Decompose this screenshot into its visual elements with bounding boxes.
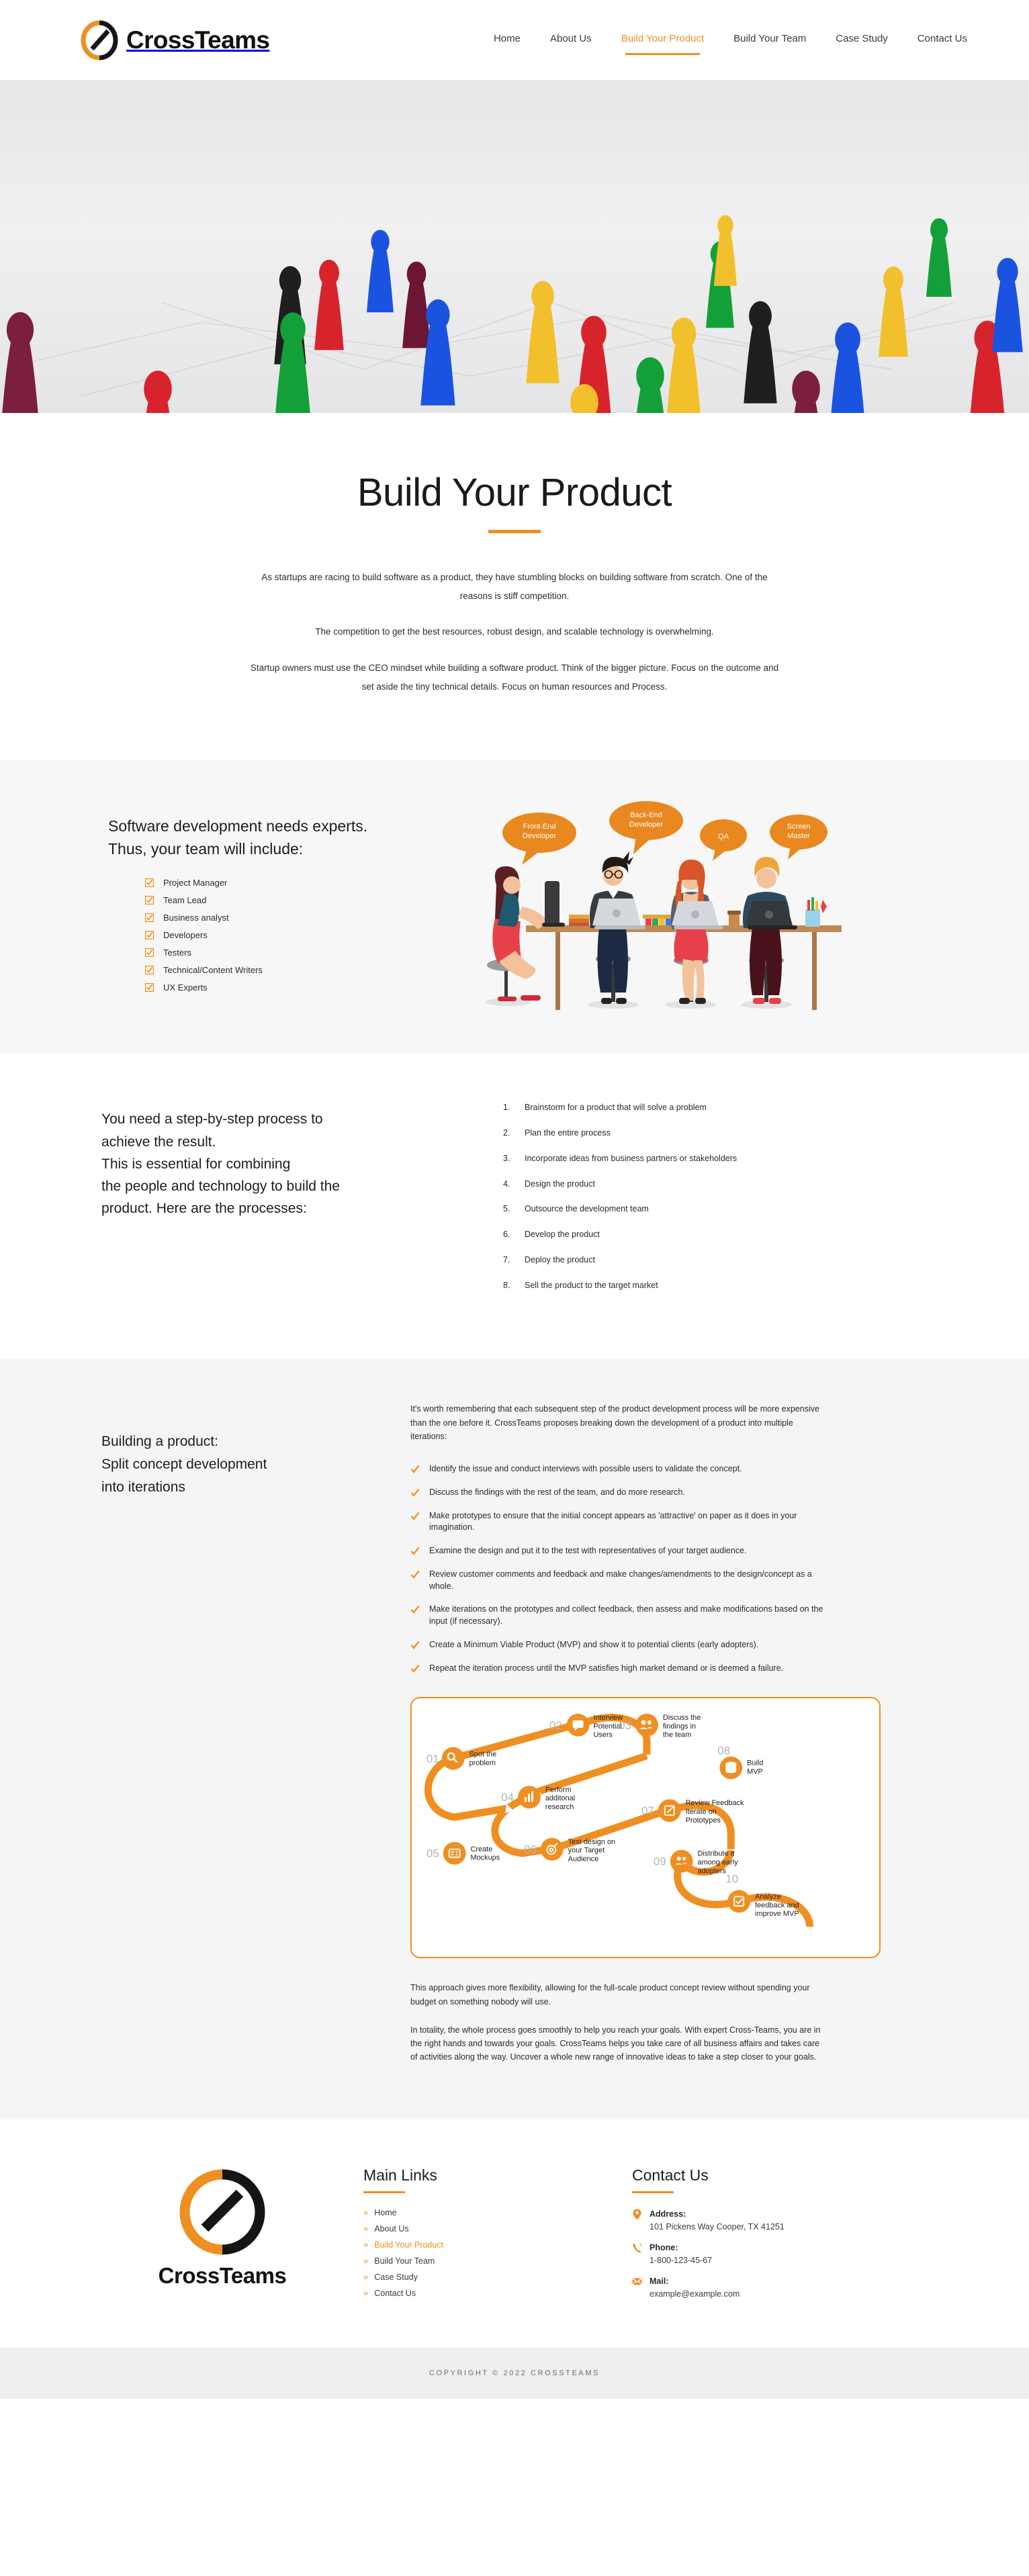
iterations-heading-line-1: Building a product: xyxy=(101,1434,218,1450)
flow-node-08 xyxy=(717,1745,763,1780)
svg-text:Developer: Developer xyxy=(522,832,557,841)
team-text-column xyxy=(81,800,457,1000)
checklist-text: Repeat the iteration process until the MVP satisfies high market demand or is deemed a failure. xyxy=(429,1663,784,1673)
intro-paragraphs xyxy=(0,568,1029,696)
list-item: Deploy the product xyxy=(525,1254,595,1264)
check-icon xyxy=(410,1512,420,1521)
check-icon xyxy=(410,1488,420,1498)
list-item: Brainstorm for a product that will solve a problem xyxy=(525,1103,707,1113)
process-heading-line-4: the people and technology to build the xyxy=(101,1178,340,1194)
nav-item-about-us[interactable]: About Us xyxy=(549,33,592,44)
svg-text:MVP: MVP xyxy=(747,1767,763,1776)
list-item xyxy=(632,2242,901,2265)
svg-text:problem: problem xyxy=(469,1759,496,1767)
checkbox-checked-icon xyxy=(145,913,154,922)
checklist-text: Create a Minimum Viable Product (MVP) and show it to potential clients (early adopters). xyxy=(429,1639,759,1649)
role-label: Technical/Content Writers xyxy=(163,965,263,976)
check-icon xyxy=(410,1641,420,1650)
process-heading-line-1: You need a step-by-step process to xyxy=(101,1111,323,1128)
svg-text:01: 01 xyxy=(426,1752,439,1765)
chevron-right-icon: » xyxy=(363,2256,369,2266)
iterations-content-column xyxy=(404,1402,948,2078)
chevron-right-icon: » xyxy=(363,2207,369,2218)
role-label: Project Manager xyxy=(163,878,228,888)
process-flow-diagram xyxy=(410,1697,881,1958)
bubble-label-back-end: Back-End xyxy=(630,811,662,820)
crossteams-logo-icon xyxy=(175,2165,269,2259)
role-label: UX Experts xyxy=(163,982,208,993)
role-label: Testers xyxy=(163,948,191,958)
svg-text:improve MVP: improve MVP xyxy=(755,1910,799,1919)
svg-text:feedback and: feedback and xyxy=(755,1901,799,1910)
footer-main-links-title: Main Links xyxy=(363,2166,437,2184)
footer-contact-title: Contact Us xyxy=(632,2166,709,2184)
footer-title-underline xyxy=(632,2191,674,2193)
checkbox-checked-icon xyxy=(145,896,154,905)
svg-text:Master: Master xyxy=(787,832,810,841)
iterations-heading-column xyxy=(81,1402,404,1499)
list-item xyxy=(632,2208,901,2232)
check-icon xyxy=(410,1465,420,1474)
crossteams-logo-icon xyxy=(81,19,118,61)
list-item: Outsource the development team xyxy=(525,1204,649,1214)
process-steps-list xyxy=(498,1101,948,1291)
svg-text:Potential: Potential xyxy=(593,1722,622,1731)
list-item xyxy=(363,2240,632,2250)
list-item xyxy=(410,1604,827,1628)
svg-text:Discuss the: Discuss the xyxy=(662,1714,701,1722)
checklist-text: Make prototypes to ensure that the initial concept appears as 'attractive' on paper as it does in your imagination. xyxy=(429,1510,797,1532)
list-item xyxy=(145,982,457,993)
list-item xyxy=(145,948,457,958)
footer-links-list xyxy=(363,2208,632,2298)
mail-icon xyxy=(632,2276,642,2287)
contact-value-mail: example@example.com xyxy=(650,2289,740,2299)
list-item xyxy=(363,2272,632,2282)
checklist-text: Discuss the findings with the rest of the team, and do more research. xyxy=(429,1487,685,1497)
check-icon xyxy=(410,1570,420,1579)
bubble-label-front-end: Front-End xyxy=(523,823,556,831)
hero-banner-image xyxy=(0,81,1029,413)
svg-text:Review Feedback: Review Feedback xyxy=(685,1799,744,1808)
title-underline xyxy=(488,530,541,533)
footer-link-home[interactable]: Home xyxy=(374,2207,397,2217)
svg-text:Perform: Perform xyxy=(545,1786,572,1794)
svg-text:Audience: Audience xyxy=(568,1855,599,1864)
svg-text:additonal: additonal xyxy=(545,1794,576,1803)
role-label: Developers xyxy=(163,930,208,941)
process-heading-column xyxy=(81,1101,478,1220)
checklist-text: Review customer comments and feedback and make changes/amendments to the design/concept as a whole. xyxy=(429,1569,812,1591)
checklist-text: Identify the issue and conduct interviews with possible users to validate the concept. xyxy=(429,1464,742,1474)
list-item xyxy=(145,913,457,923)
list-item xyxy=(145,878,457,888)
bubble-label-qa: QA xyxy=(718,833,729,841)
svg-text:05: 05 xyxy=(426,1847,439,1861)
svg-text:findings in: findings in xyxy=(662,1722,697,1731)
svg-text:research: research xyxy=(545,1803,574,1812)
chevron-right-icon: » xyxy=(363,2223,369,2234)
page-title: Build Your Product xyxy=(357,471,672,514)
svg-text:06: 06 xyxy=(524,1843,537,1857)
phone-icon xyxy=(632,2242,642,2254)
checkbox-checked-icon xyxy=(145,983,154,992)
footer-main-links xyxy=(363,2161,632,2305)
contact-label-mail: Mail: xyxy=(650,2276,669,2286)
list-item xyxy=(363,2224,632,2234)
flow-node-02 xyxy=(549,1714,623,1739)
intro-paragraph-1: As startups are racing to build software as a product, they have stumbling blocks on building software from scratch. One of the reasons is stiff competition. xyxy=(261,572,768,601)
page-title-section xyxy=(0,413,1029,760)
svg-text:Spot the: Spot the xyxy=(469,1750,497,1759)
footer-contact xyxy=(632,2161,901,2309)
svg-text:Users: Users xyxy=(593,1731,613,1740)
contact-value-phone: 1-800-123-45-67 xyxy=(650,2255,713,2265)
outro-paragraph-2: In totality, the whole process goes smoothly to help you reach your goals. With expert Cross-Teams, you are in the right hands and towards your goals. CrossTeams helps you take care of all business affairs and takes care of activities along the way. Uncover a whole new range of innovative ideas to take a step closer to your goals. xyxy=(410,2025,821,2062)
list-item xyxy=(145,930,457,940)
process-heading-line-2: achieve the result. xyxy=(101,1134,216,1150)
svg-text:adopters: adopters xyxy=(697,1867,727,1876)
svg-text:04: 04 xyxy=(501,1791,514,1804)
svg-text:09: 09 xyxy=(653,1855,666,1868)
nav-item-home[interactable]: Home xyxy=(493,33,521,44)
iterations-checklist xyxy=(410,1463,948,1674)
site-footer xyxy=(0,2119,1029,2348)
chevron-right-icon: » xyxy=(363,2272,369,2283)
bubble-label-screen-master: Screen xyxy=(787,823,811,831)
list-item xyxy=(410,1487,827,1499)
checklist-text: Examine the design and put it to the test with representatives of your target audience. xyxy=(429,1546,747,1556)
svg-text:among early: among early xyxy=(697,1859,738,1867)
svg-text:08: 08 xyxy=(717,1744,731,1757)
checkbox-checked-icon xyxy=(145,878,154,887)
check-icon xyxy=(410,1605,420,1614)
copyright-text: COPYRIGHT © 2022 CROSSTEAMS xyxy=(429,2368,600,2377)
process-heading-line-5: product. Here are the processes: xyxy=(101,1201,307,1217)
svg-text:Interview: Interview xyxy=(593,1714,623,1722)
chevron-right-icon: » xyxy=(363,2240,369,2250)
process-section xyxy=(0,1053,1029,1359)
list-item xyxy=(410,1569,827,1593)
svg-text:Iterate on: Iterate on xyxy=(685,1808,717,1816)
iterations-lead-paragraph: It's worth remembering that each subsequent step of the product development process will be more expensive than the one before it. CrossTeams proposes breaking down the development of a product into multiple iterations: xyxy=(410,1404,819,1441)
footer-title-underline xyxy=(363,2191,405,2193)
iterations-section xyxy=(0,1359,1029,2119)
list-item xyxy=(410,1663,827,1675)
iterations-heading-line-3: into iterations xyxy=(101,1479,185,1496)
contact-label-phone: Phone: xyxy=(650,2242,678,2252)
team-illustration xyxy=(469,800,846,1015)
list-item xyxy=(145,895,457,905)
checkbox-checked-icon xyxy=(145,931,154,939)
role-label: Business analyst xyxy=(163,913,229,923)
team-heading-line-1: Software development needs experts. xyxy=(108,817,368,835)
checkbox-checked-icon xyxy=(145,966,154,974)
footer-contact-list xyxy=(632,2208,901,2299)
flow-node-10 xyxy=(725,1873,799,1919)
list-item xyxy=(632,2275,901,2299)
svg-text:Create: Create xyxy=(470,1845,493,1854)
flow-node-05 xyxy=(427,1842,500,1865)
copyright-bar xyxy=(0,2348,1029,2399)
contact-label-address: Address: xyxy=(650,2209,686,2219)
team-heading-line-2: Thus, your team will include: xyxy=(108,839,304,858)
svg-text:03: 03 xyxy=(619,1719,632,1733)
footer-link-contact-us[interactable]: Contact Us xyxy=(374,2288,416,2298)
checklist-text: Make iterations on the prototypes and collect feedback, then assess and make modifications based on the input (if necessary). xyxy=(429,1604,823,1626)
team-section xyxy=(0,760,1029,1053)
nav-item-build-your-product[interactable]: Build Your Product xyxy=(620,29,705,51)
list-item: Plan the entire process xyxy=(525,1128,611,1138)
process-steps-column xyxy=(478,1101,948,1304)
outro-paragraph-1: This approach gives more flexibility, allowing for the full-scale product concept review without spending your budget on something nobody will use. xyxy=(410,1983,810,2007)
brand-name: CrossTeams xyxy=(126,26,270,54)
list-item xyxy=(363,2289,632,2298)
check-icon xyxy=(410,1547,420,1556)
chevron-right-icon: » xyxy=(363,2288,369,2299)
svg-text:Test design on: Test design on xyxy=(568,1838,616,1847)
list-item xyxy=(410,1545,827,1557)
svg-text:Analyze: Analyze xyxy=(755,1892,781,1901)
svg-text:Build: Build xyxy=(747,1759,764,1767)
nav-item-contact-us[interactable]: Contact Us xyxy=(917,33,967,44)
site-header xyxy=(0,0,1029,81)
list-item xyxy=(145,965,457,975)
svg-text:Developer: Developer xyxy=(629,821,664,829)
list-item xyxy=(410,1639,827,1651)
nav-item-case-study[interactable]: Case Study xyxy=(836,33,888,44)
svg-text:02: 02 xyxy=(549,1719,562,1733)
footer-link-build-your-team[interactable]: Build Your Team xyxy=(374,2256,435,2266)
list-item: Incorporate ideas from business partners or stakeholders xyxy=(525,1153,737,1163)
list-item xyxy=(410,1510,827,1534)
svg-text:Distribute it: Distribute it xyxy=(697,1850,735,1859)
intro-paragraph-3: Startup owners must use the CEO mindset while building a software product. Think of the bigger picture. Focus on the outcome and set aside the tiny technical details. Focus on human resources and Process. xyxy=(250,663,779,692)
list-item xyxy=(410,1463,827,1475)
nav-item-build-your-team[interactable]: Build Your Team xyxy=(733,33,807,44)
iterations-heading-line-2: Split concept development xyxy=(101,1457,267,1473)
iterations-outro xyxy=(410,1981,948,2064)
footer-logo-column xyxy=(81,2161,363,2289)
intro-paragraph-2: The competition to get the best resources, robust design, and scalable technology is overwhelming. xyxy=(315,627,714,637)
process-heading-line-3: This is essential for combining xyxy=(101,1156,291,1172)
footer-link-build-your-product[interactable]: Build Your Product xyxy=(374,2240,444,2250)
team-illustration-column xyxy=(457,800,948,1015)
location-pin-icon xyxy=(632,2209,642,2220)
footer-link-case-study[interactable]: Case Study xyxy=(374,2272,418,2282)
svg-text:Mockups: Mockups xyxy=(470,1854,500,1863)
check-icon xyxy=(410,1664,420,1673)
svg-text:Prototypes: Prototypes xyxy=(685,1816,721,1825)
list-item: Sell the product to the target market xyxy=(525,1280,658,1290)
contact-value-address: 101 Pickens Way Cooper, TX 41251 xyxy=(650,2221,785,2232)
checkbox-checked-icon xyxy=(145,948,154,957)
svg-text:the team: the team xyxy=(662,1731,692,1740)
list-item xyxy=(363,2208,632,2217)
main-navigation xyxy=(492,29,982,51)
svg-text:07: 07 xyxy=(641,1804,654,1818)
footer-brand-name: CrossTeams xyxy=(158,2262,287,2288)
list-item xyxy=(363,2256,632,2266)
list-item: Develop the product xyxy=(525,1230,600,1240)
brand-logo[interactable] xyxy=(81,19,269,61)
team-roles-list xyxy=(108,878,457,993)
list-item: Design the product xyxy=(525,1179,595,1189)
svg-text:10: 10 xyxy=(725,1872,739,1886)
footer-link-about-us[interactable]: About Us xyxy=(374,2223,409,2234)
role-label: Team Lead xyxy=(163,895,207,906)
svg-text:your Target: your Target xyxy=(568,1847,605,1855)
